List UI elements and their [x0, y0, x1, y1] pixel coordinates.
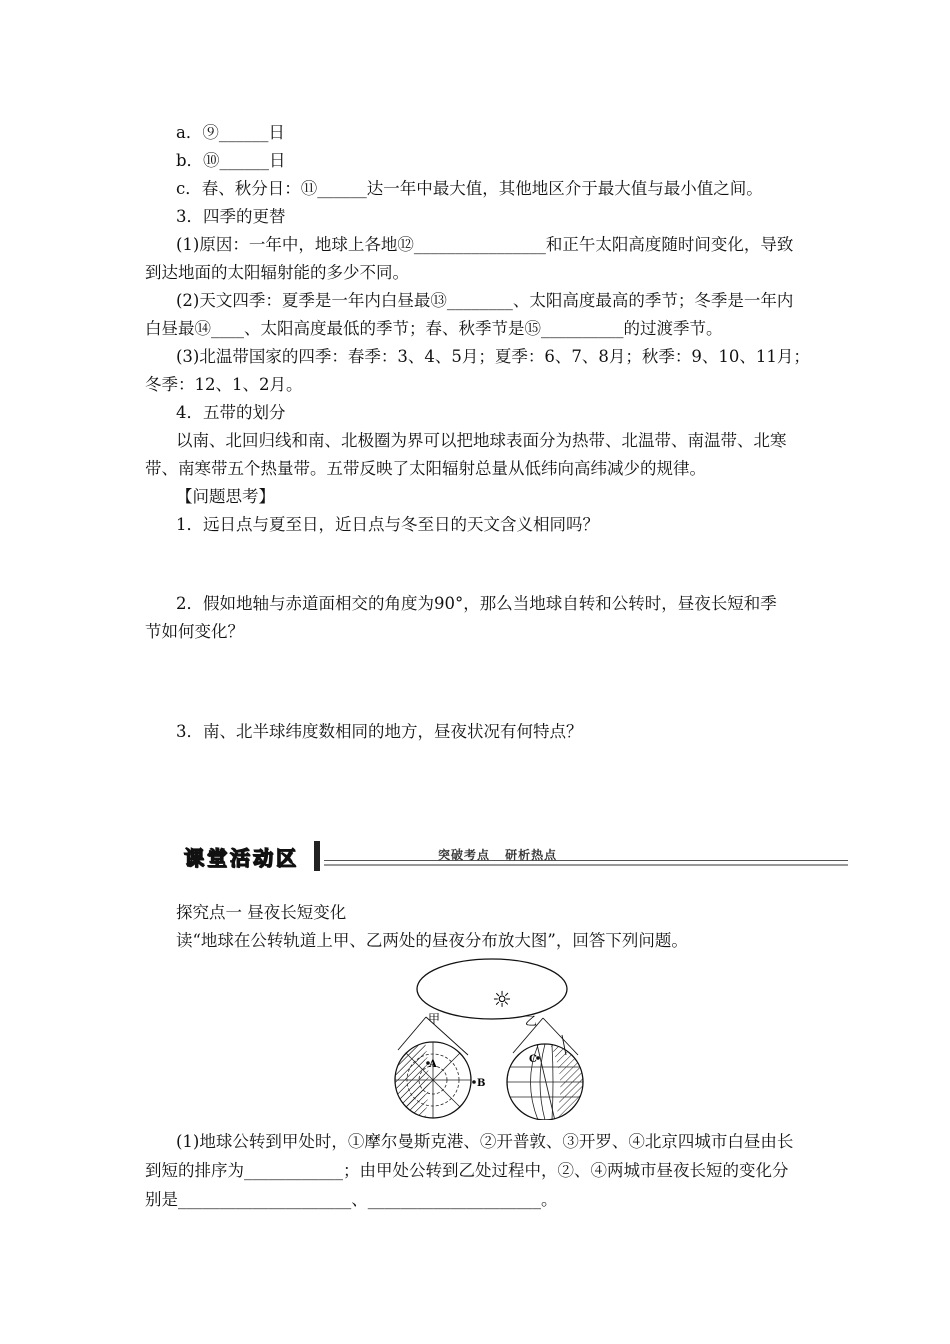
paragraph-line: 冬季：12、1、2月。	[145, 375, 303, 394]
label-jia: 甲	[428, 1012, 441, 1026]
paragraph-line: (3)北温带国家的四季：春季：3、4、5月；夏季：6、7、8月；秋季：9、10、11月；	[176, 347, 810, 366]
subheading-zones: 4．五带的划分	[176, 403, 286, 422]
sun-icon: ☼	[492, 988, 512, 1013]
item-c: c．春、秋分日：⑪______达一年中最大值，其他地区介于最大值与最小值之间。	[176, 179, 763, 198]
paragraph-line: 以南、北回归线和南、北极圈为界可以把地球表面分为热带、北温带、南温带、北寒	[176, 431, 787, 450]
question-line: 到短的排序为____________；由甲处公转到乙处过程中，②、④两城市昼夜长短的变化分	[145, 1161, 789, 1180]
paragraph-line: 白昼最⑭____、太阳高度最低的季节；春、秋季节是⑮__________的过渡季节。	[145, 319, 723, 338]
banner-divider	[314, 841, 320, 871]
item-a: a．⑨______日	[176, 123, 285, 142]
item-b: b．⑩______日	[176, 151, 286, 170]
question-2: 2．假如地轴与赤道面相交的角度为90°，那么当地球自转和公转时，昼夜长短和季	[176, 594, 777, 613]
globe-yi	[507, 1035, 588, 1120]
question-3: 3．南、北半球纬度数相同的地方，昼夜状况有何特点？	[176, 722, 583, 741]
question-1: 1．远日点与夏至日，近日点与冬至日的天文含义相同吗？	[176, 515, 599, 534]
paragraph-line: 带、南寒带五个热量带。五带反映了太阳辐射总量从低纬向高纬减少的规律。	[145, 459, 706, 478]
question-line: (1)地球公转到甲处时，①摩尔曼斯克港、②开普敦、③开罗、④北京四城市白昼由长	[176, 1132, 794, 1151]
globe-jia	[393, 1040, 485, 1120]
question-line: 别是_____________________、_____________________。	[145, 1190, 558, 1209]
banner-subtitle: 突破考点 研析热点	[438, 848, 558, 862]
question-2-cont: 节如何变化？	[145, 622, 244, 641]
subheading-seasons: 3．四季的更替	[176, 207, 286, 226]
banner-title: 课堂活动区	[184, 846, 299, 870]
section-intro: 读“地球在公转轨道上甲、乙两处的昼夜分布放大图”，回答下列问题。	[176, 931, 688, 950]
section-heading: 探究点一 昼夜长短变化	[176, 903, 347, 922]
point-b-label: B	[477, 1078, 486, 1089]
paragraph-line: (2)天文四季：夏季是一年内白昼最⑬________、太阳高度最高的季节；冬季是一年内	[176, 291, 794, 310]
point-a-label: A	[429, 1059, 437, 1070]
paragraph-line: 到达地面的太阳辐射能的多少不同。	[145, 263, 409, 282]
banner-rule	[324, 860, 848, 861]
section-banner	[176, 838, 848, 874]
label-yi: 乙	[525, 1014, 538, 1028]
orbit-diagram	[388, 955, 598, 1120]
section-label-questions: 【问题思考】	[176, 487, 275, 506]
paragraph-line: (1)原因：一年中，地球上各地⑫________________和正午太阳高度随时间变化，导致	[176, 235, 794, 254]
point-c-label: C	[529, 1054, 537, 1065]
banner-rule	[324, 864, 848, 866]
